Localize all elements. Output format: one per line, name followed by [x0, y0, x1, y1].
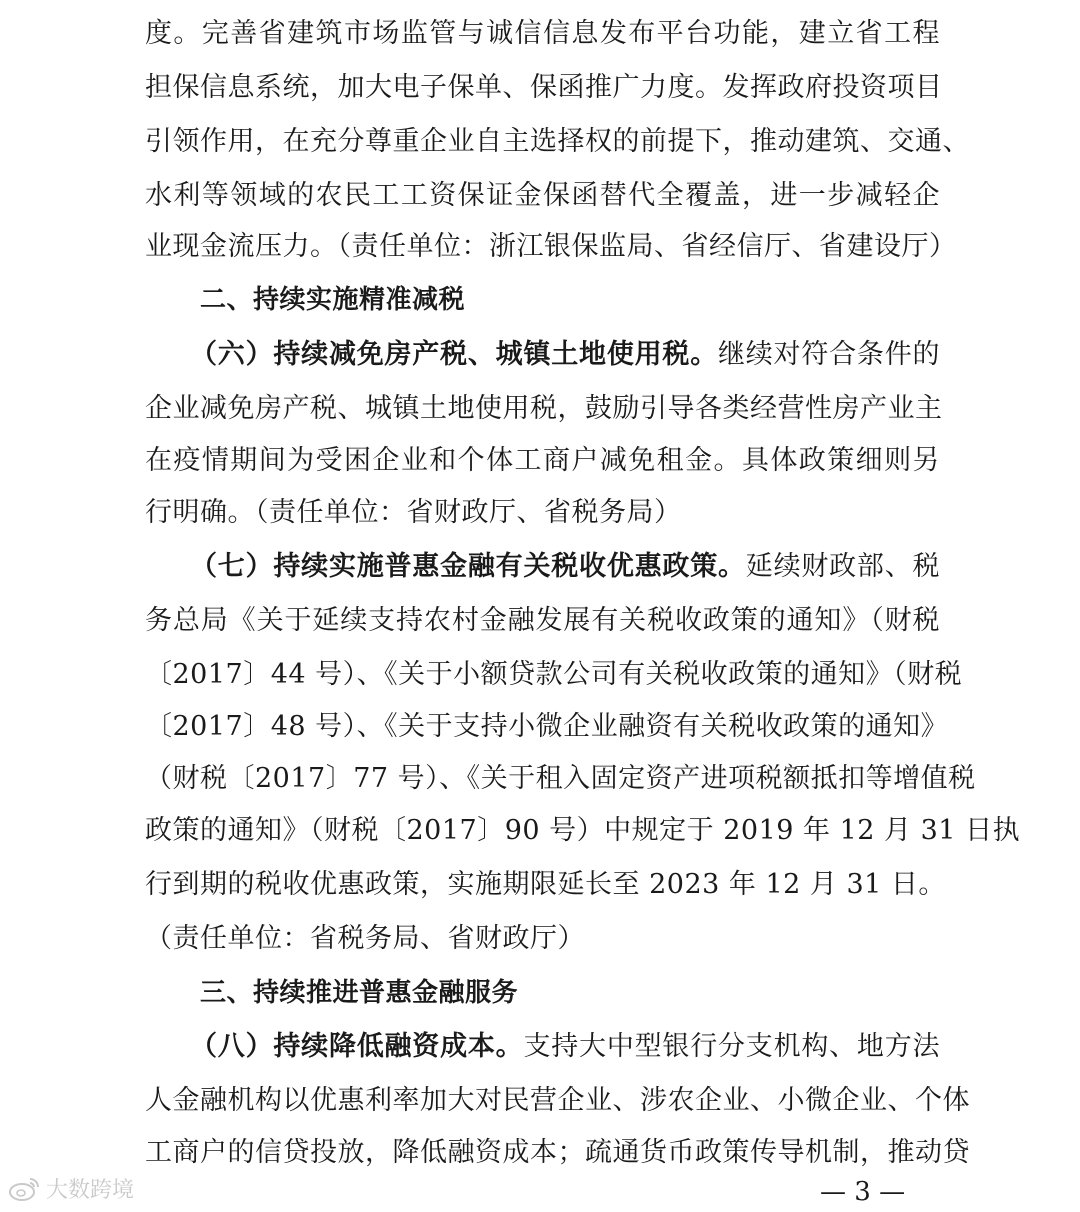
paragraph-line: 工商户的信贷投放，降低融资成本；疏通货币政策传导机制，推动贷 — [145, 1137, 970, 1168]
paragraph-line: 行明确。（责任单位：省财政厅、省税务局） — [145, 497, 682, 528]
paragraph-line: 在疫情期间为受困企业和个体工商户减免租金。具体政策细则另 — [145, 445, 940, 476]
page-number: — 3 — — [820, 1177, 906, 1207]
paragraph-line: 水利等领域的农民工工资保证金保函替代全覆盖，进一步减轻企 — [145, 180, 940, 211]
paragraph-line: 务总局《关于延续支持农村金融发展有关税收政策的通知》（财税 — [145, 605, 940, 636]
paragraph-line: 度。完善省建筑市场监管与诚信信息发布平台功能，建立省工程 — [145, 18, 940, 49]
paragraph-line: （责任单位：省税务局、省财政厅） — [145, 923, 585, 954]
item-7-first-line — [190, 542, 940, 592]
item-8-first-line — [190, 1022, 940, 1072]
section-heading-2: 二、持续实施精准减税 — [200, 285, 466, 315]
section-heading-3: 三、持续推进普惠金融服务 — [200, 978, 519, 1008]
paragraph-line: 企业减免房产税、城镇土地使用税，鼓励引导各类经营性房产业主 — [145, 393, 943, 424]
item-8-title: （八）持续降低融资成本。 — [190, 1031, 524, 1062]
item-6-text: 继续对符合条件的 — [717, 339, 941, 370]
paragraph-line: 〔2017〕44 号）、《关于小额贷款公司有关税收政策的通知》（财税 — [145, 659, 963, 690]
watermark — [8, 1168, 134, 1208]
item-6-title: （六）持续减免房产税、城镇土地使用税。 — [190, 339, 718, 370]
item-7-text: 延续财政部、税 — [745, 551, 941, 582]
paragraph-line: 行到期的税收优惠政策，实施期限延长至 2023 年 12 月 31 日。 — [145, 869, 946, 900]
paragraph-line: 人金融机构以优惠利率加大对民营企业、涉农企业、小微企业、个体 — [145, 1085, 970, 1116]
item-7-title: （七）持续实施普惠金融有关税收优惠政策。 — [190, 551, 746, 582]
paragraph-line: 政策的通知》（财税〔2017〕90 号）中规定于 2019 年 12 月 31 日执 — [145, 815, 1021, 846]
watermark-text: 大数跨境 — [46, 1177, 135, 1203]
paragraph-line: （财税〔2017〕77 号）、《关于租入固定资产进项税额抵扣等增值税 — [145, 763, 976, 794]
item-8-text: 支持大中型银行分支机构、地方法 — [523, 1031, 941, 1062]
paragraph-line: 业现金流压力。（责任单位：浙江银保监局、省经信厅、省建设厅） — [145, 231, 957, 262]
weibo-logo-icon — [8, 1173, 42, 1203]
paragraph-line: 担保信息系统，加大电子保单、保函推广力度。发挥政府投资项目 — [145, 72, 943, 103]
item-6-first-line — [190, 330, 940, 380]
paragraph-line: 〔2017〕48 号）、《关于支持小微企业融资有关税收政策的通知》 — [145, 711, 949, 742]
paragraph-line: 引领作用，在充分尊重企业自主选择权的前提下，推动建筑、交通、 — [145, 126, 970, 157]
